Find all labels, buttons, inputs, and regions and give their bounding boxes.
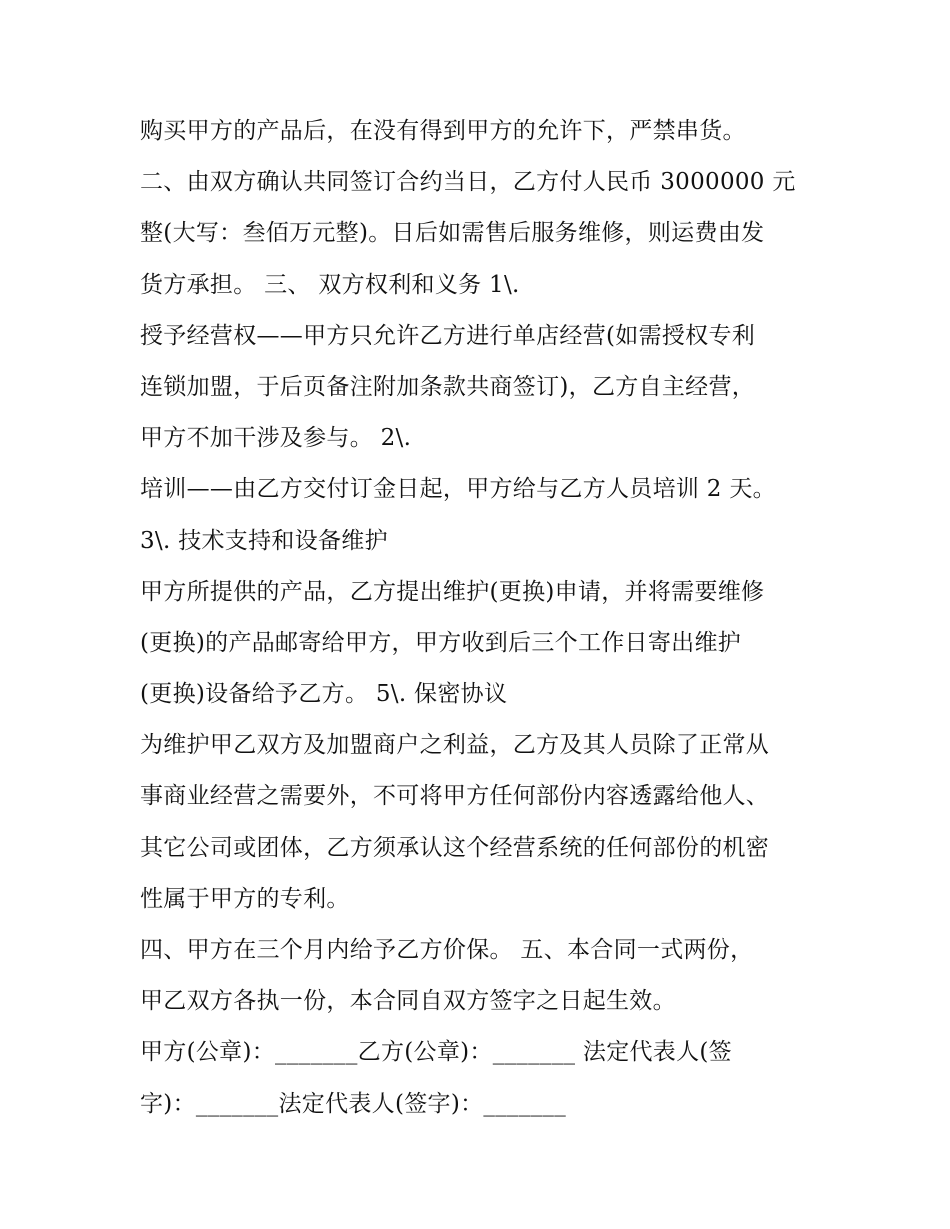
text-line: 事商业经营之需要外，不可将甲方任何部份内容透露给他人、 <box>140 783 770 810</box>
text-line: 整(大写：叁佰万元整)。日后如需售后服务维修，则运费由发 <box>140 220 765 247</box>
text-line: 为维护甲乙双方及加盟商户之利益，乙方及其人员除了正常从 <box>140 732 770 759</box>
signature-line: 甲方(公章)：_______乙方(公章)：_______ 法定代表人(签 <box>140 1039 732 1066</box>
text-line: 其它公司或团体，乙方须承认这个经营系统的任何部份的机密 <box>140 834 770 861</box>
text-line: 甲方不加干涉及参与。 2\. <box>140 425 412 452</box>
text-line: (更换)的产品邮寄给甲方，甲方收到后三个工作日寄出维护 <box>140 629 742 656</box>
text-line: 性属于甲方的专利。 <box>140 885 350 912</box>
text-line: 四、甲方在三个月内给予乙方价保。 五、本合同一式两份， <box>140 937 754 963</box>
text-line: (更换)设备给予乙方。 5\. 保密协议 <box>140 681 508 708</box>
text-line: 购买甲方的产品后，在没有得到甲方的允许下，严禁串货。 <box>140 118 746 144</box>
contract-text <box>140 106 820 1130</box>
text-line: 连锁加盟，于后页备注附加条款共商签订)，乙方自主经营， <box>140 373 756 400</box>
text-line: 货方承担。 三、 双方权利和义务 1\. <box>140 271 520 298</box>
text-line: 3\. 技术支持和设备维护 <box>140 527 388 554</box>
text-line: 甲方所提供的产品，乙方提出维护(更换)申请，并将需要维修 <box>140 578 765 605</box>
text-line: 授予经营权——甲方只允许乙方进行单店经营(如需授权专利 <box>140 322 756 349</box>
signature-line: 字)：_______法定代表人(签字)：_______ <box>140 1090 567 1117</box>
text-line: 甲乙双方各执一份，本合同自双方签字之日起生效。 <box>140 988 676 1015</box>
text-line: 培训——由乙方交付订金日起，甲方给与乙方人员培训 2 天。 <box>140 476 776 503</box>
text-line: 二、由双方确认共同签订合约当日，乙方付人民币 3000000 元 <box>140 169 796 196</box>
